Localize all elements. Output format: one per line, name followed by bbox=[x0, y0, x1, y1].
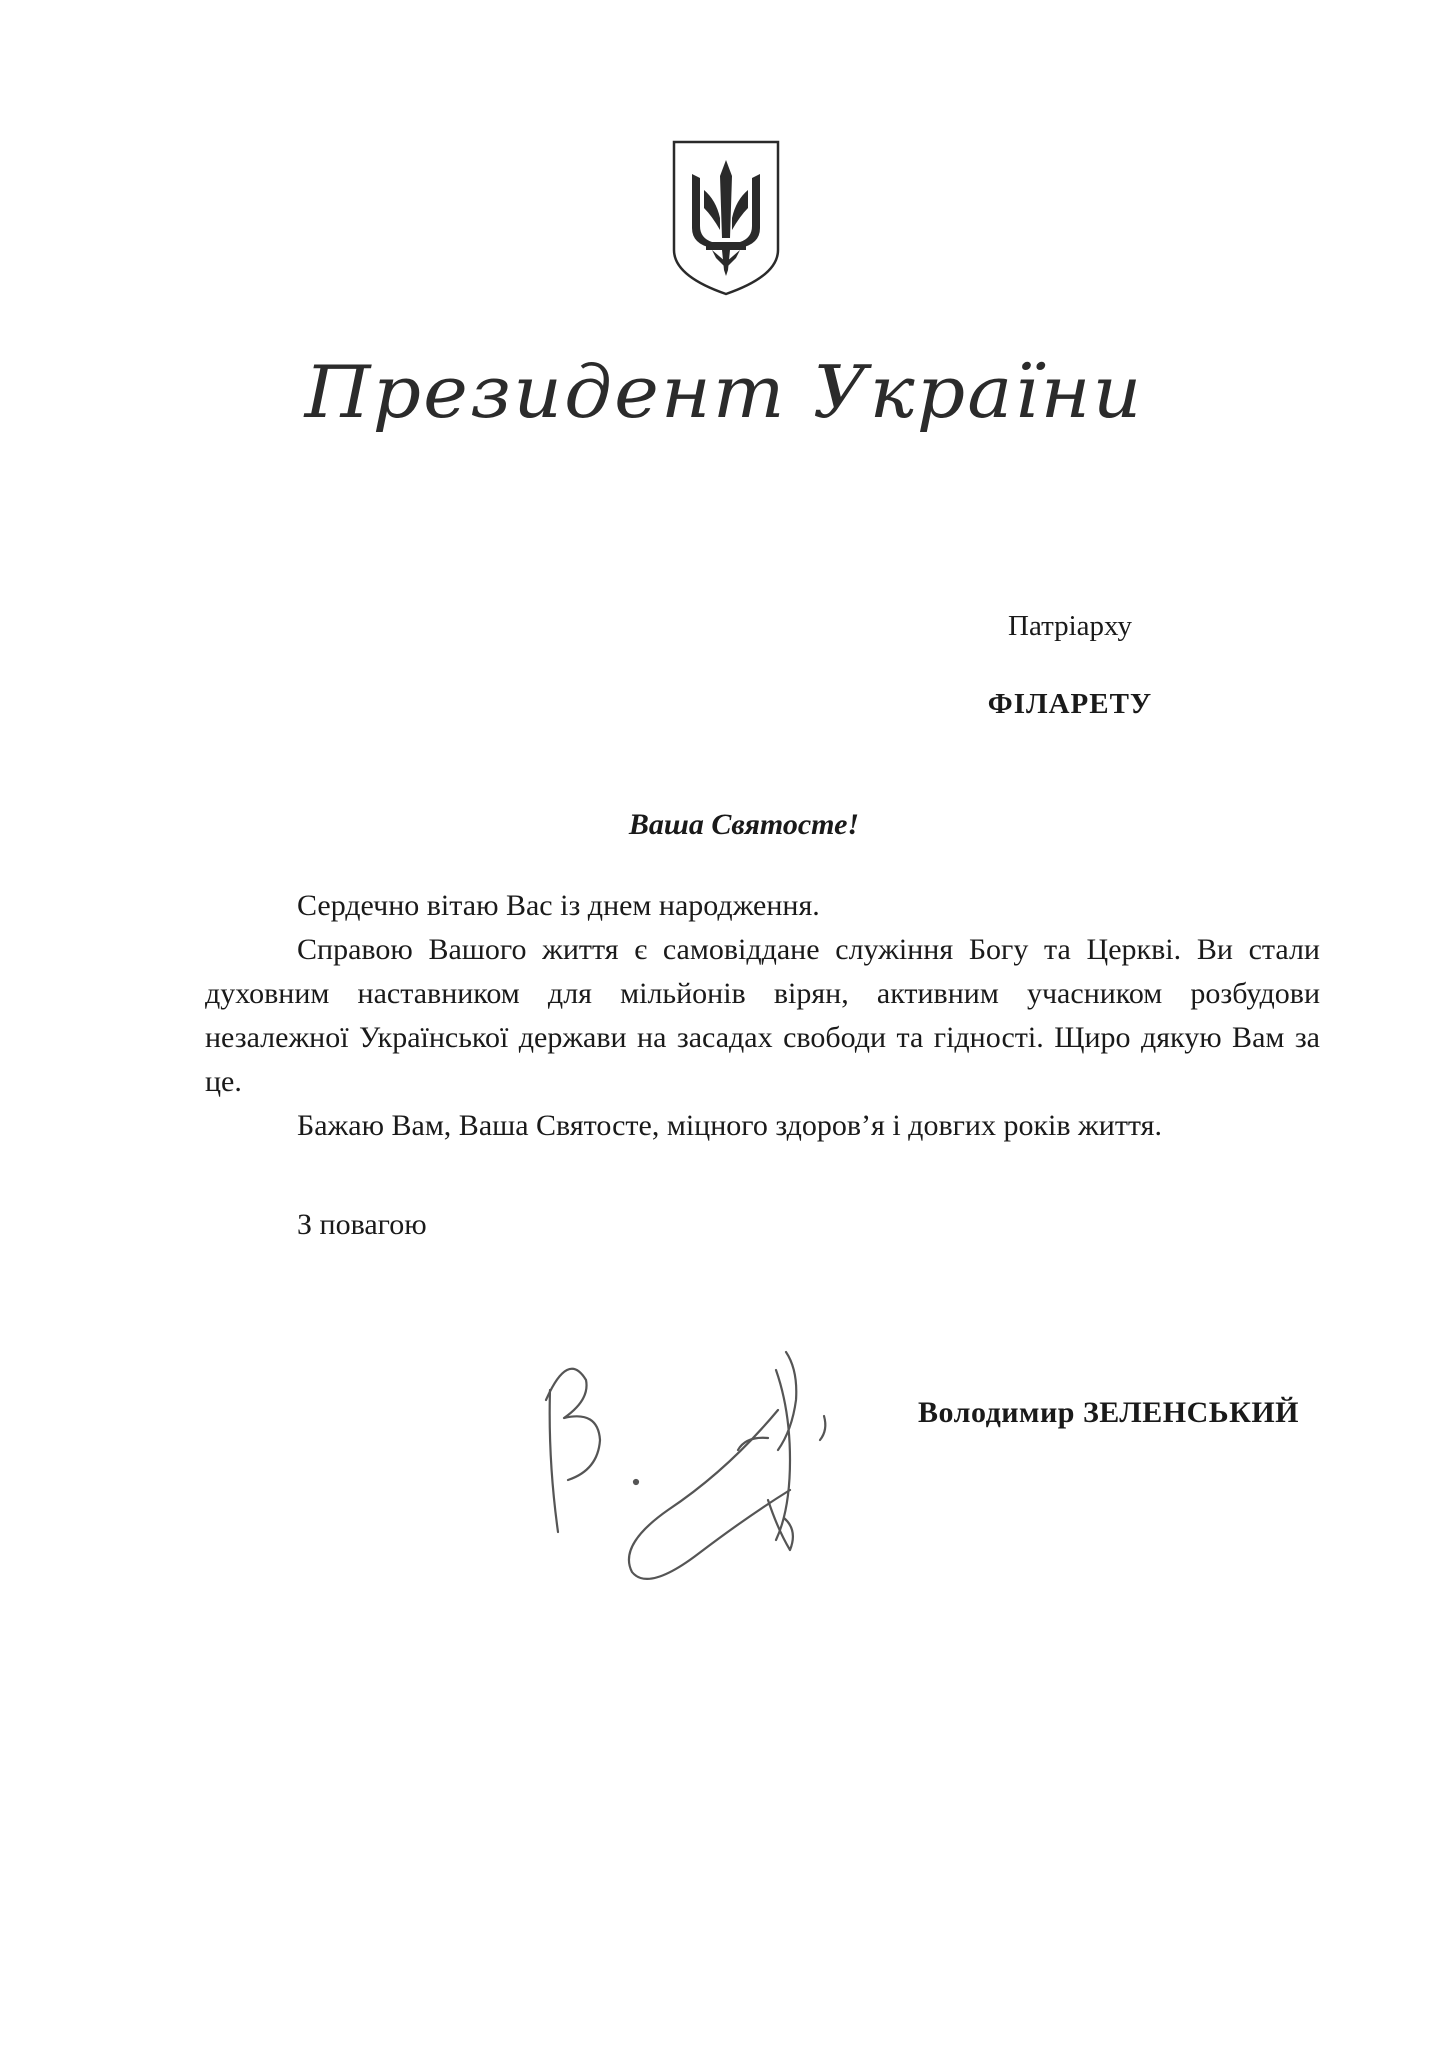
body-paragraph: Сердечно вітаю Вас із днем народження. bbox=[297, 889, 820, 922]
body-paragraph: Бажаю Вам, Ваша Святосте, міцного здоров’я і довгих років життя. bbox=[297, 1109, 1162, 1142]
body-paragraph: Справою Вашого життя є самовіддане служіння Богу та Церкві. Ви стали духовним наставником для мільйонів вірян, активним учасником розбудови незалежної Української держави на засадах свободи та гідності. Щиро дякую Вам за це. bbox=[205, 933, 1320, 1098]
addressee-title: Патріарху bbox=[1008, 610, 1132, 642]
signer-name: Володимир ЗЕЛЕНСЬКИЙ bbox=[918, 1396, 1300, 1429]
addressee-name: ФІЛАРЕТУ bbox=[987, 688, 1153, 720]
letterhead-title: Президент України bbox=[304, 350, 1144, 434]
signature-icon bbox=[528, 1340, 858, 1600]
coat-of-arms-icon bbox=[670, 138, 782, 298]
salutation: Ваша Святосте! bbox=[628, 808, 860, 841]
letter-body bbox=[205, 884, 1320, 1148]
closing-phrase: З повагою bbox=[297, 1208, 427, 1241]
